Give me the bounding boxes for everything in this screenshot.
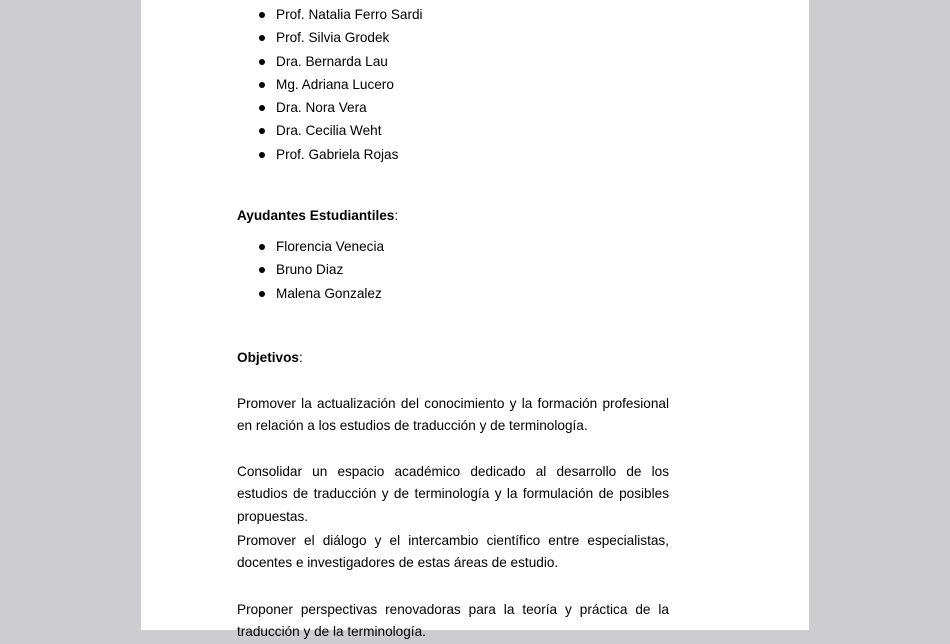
list-item-text: Malena Gonzalez [276,285,382,301]
bullet-icon [259,12,265,18]
bullet-icon [259,35,265,41]
objetivo-paragraph: Proponer perspectivas renovadoras para la teoría y práctica de la traducción y de la terminología. [237,601,669,640]
bullet-icon [259,267,265,273]
list-item [237,258,384,281]
list-item-text: Florencia Venecia [276,239,385,254]
bullet-icon [259,105,265,111]
ayudantes-heading-label: Ayudantes Estudiantiles [237,208,395,223]
list-item [237,3,423,26]
ayudantes-heading [237,206,398,226]
bullet-icon [259,291,265,297]
list-item-text: Mg. Adriana Lucero [276,76,394,92]
list-item-text: Dra. Bernarda Lau [276,53,388,69]
list-item [237,119,423,142]
list-item-text: Dra. Nora Vera [276,100,367,115]
list-item [237,73,423,96]
objetivo-paragraph: Promover el diálogo y el intercambio científico entre especialistas, docentes e investigadores de estas áreas de estudio. [237,532,669,571]
heading-colon: : [394,208,399,223]
objetivos-heading [237,348,303,368]
list-item-text: Prof. Natalia Ferro Sardi [276,7,423,22]
list-item [237,26,423,49]
list-item [237,235,384,258]
bullet-icon [259,59,265,65]
bullet-icon [259,82,265,88]
bullet-icon [259,152,265,158]
list-item [237,50,423,73]
heading-colon: : [298,350,303,365]
list-item [237,96,423,119]
list-item-text: Bruno Diaz [276,262,344,278]
list-item-text: Dra. Cecilia Weht [276,123,382,139]
staff-list [237,3,423,166]
document-page [141,0,809,640]
list-item-text: Prof. Gabriela Rojas [276,146,399,162]
list-item-text: Prof. Silvia Grodek [276,30,390,46]
bullet-icon [259,244,265,250]
objetivos-heading-label: Objetivos [237,350,299,365]
objetivo-paragraph: Consolidar un espacio académico dedicado al desarrollo de los estudios de traducción y de terminología y la formulación de posibles propuestas. [237,463,669,524]
ayudantes-list [237,235,384,305]
list-item [237,143,423,166]
list-item [237,282,384,305]
objetivo-paragraph: Promover la actualización del conocimiento y la formación profesional en relación a los estudios de traducción y de terminología. [237,395,669,434]
bullet-icon [259,128,265,134]
